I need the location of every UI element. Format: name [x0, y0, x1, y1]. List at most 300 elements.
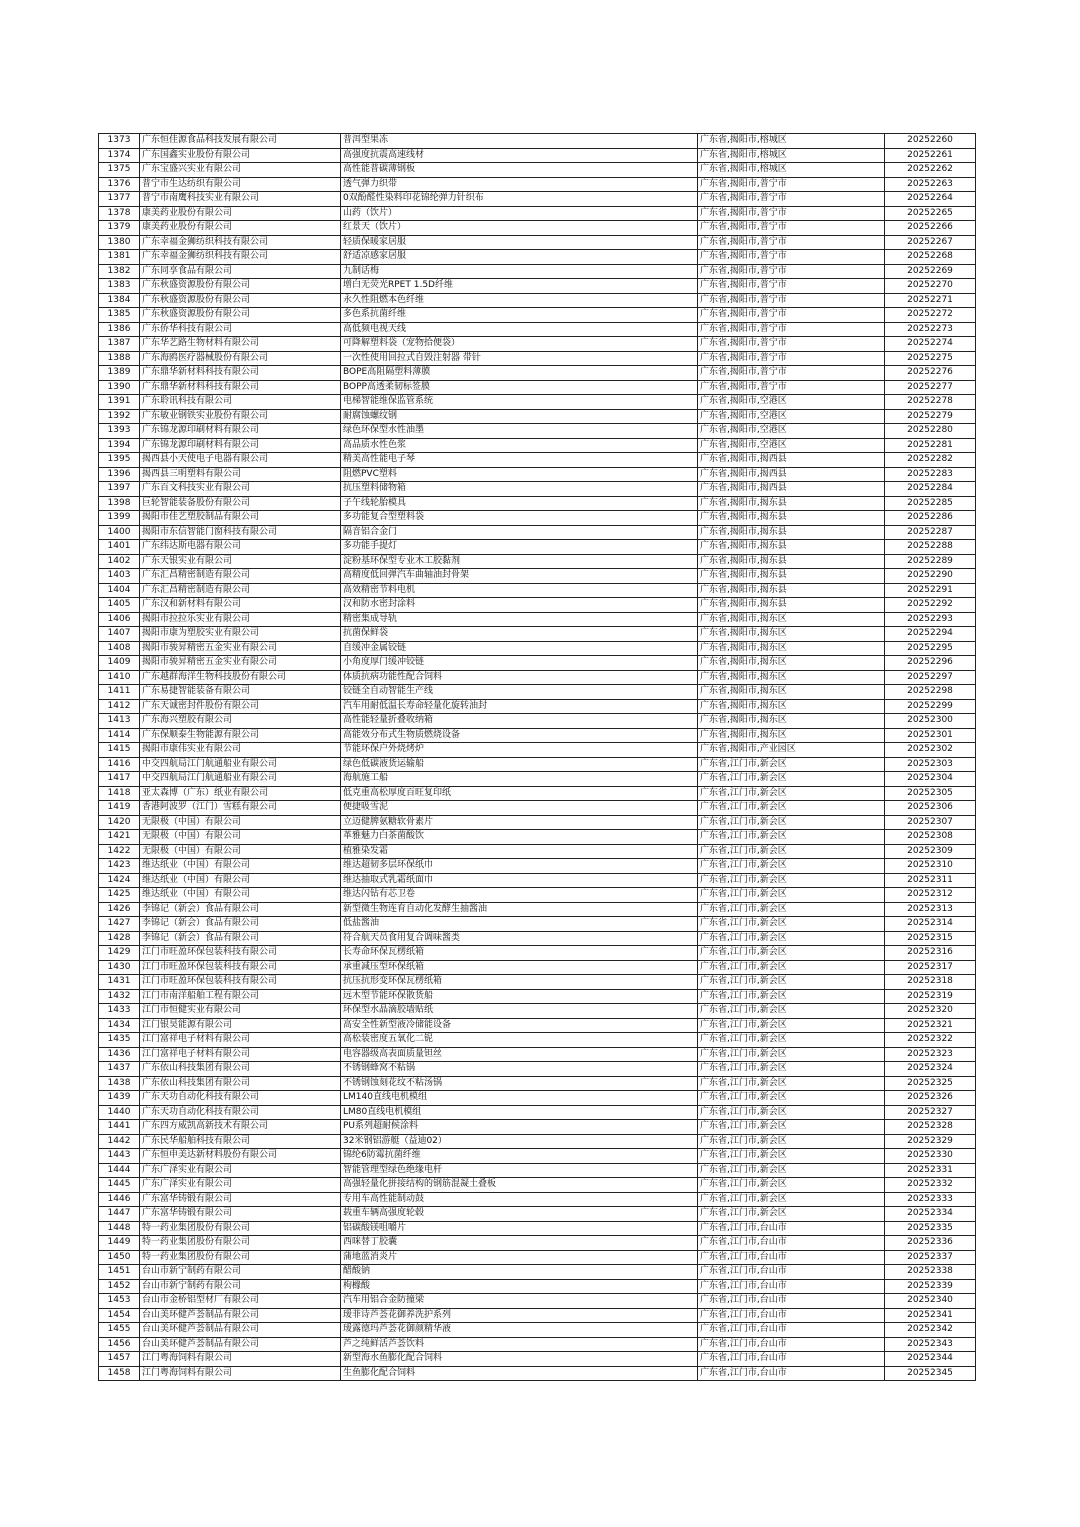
product-name-cell: BOPE高阻隔塑料薄膜 — [341, 366, 698, 381]
product-name-cell: 节能环保户外烧烤炉 — [341, 743, 698, 758]
company-name-cell: 普宁市南鹰科技实业有限公司 — [140, 192, 341, 207]
product-name-cell: 醋酸钠 — [341, 1265, 698, 1280]
row-number-cell: 1398 — [99, 496, 140, 511]
company-name-cell: 江门富祥电子材料有限公司 — [140, 1033, 341, 1048]
row-number-cell: 1458 — [99, 1366, 140, 1381]
product-name-cell: 枸橼酸 — [341, 1279, 698, 1294]
certificate-number-cell: 20252298 — [885, 685, 976, 700]
product-name-cell: 新型微生物连育自动化发酵生抽酱油 — [341, 902, 698, 917]
region-cell: 广东省,江门市,台山市 — [698, 1366, 885, 1381]
row-number-cell: 1436 — [99, 1047, 140, 1062]
certificate-number-cell: 20252330 — [885, 1149, 976, 1164]
product-name-cell: 增白无荧光RPET 1.5D纤维 — [341, 279, 698, 294]
company-name-cell: 维达纸业（中国）有限公司 — [140, 888, 341, 903]
table-row — [99, 859, 976, 874]
product-name-cell: 多功能手提灯 — [341, 540, 698, 555]
certificate-number-cell: 20252293 — [885, 612, 976, 627]
region-cell: 广东省,揭阳市,揭东县 — [698, 554, 885, 569]
certificate-number-cell: 20252315 — [885, 931, 976, 946]
row-number-cell: 1423 — [99, 859, 140, 874]
row-number-cell: 1440 — [99, 1105, 140, 1120]
certificate-number-cell: 20252303 — [885, 757, 976, 772]
row-number-cell: 1427 — [99, 917, 140, 932]
row-number-cell: 1415 — [99, 743, 140, 758]
company-name-cell: 康美药业股份有限公司 — [140, 221, 341, 236]
table-row — [99, 1120, 976, 1135]
product-name-cell: 高精度低回弹汽车曲轴油封骨架 — [341, 569, 698, 584]
certificate-number-cell: 20252271 — [885, 293, 976, 308]
company-name-cell: 李锦记（新会）食品有限公司 — [140, 931, 341, 946]
certificate-number-cell: 20252305 — [885, 786, 976, 801]
certificate-number-cell: 20252341 — [885, 1308, 976, 1323]
certificate-number-cell: 20252262 — [885, 163, 976, 178]
row-number-cell: 1390 — [99, 380, 140, 395]
row-number-cell: 1444 — [99, 1163, 140, 1178]
region-cell: 广东省,揭阳市,普宁市 — [698, 293, 885, 308]
certificate-number-cell: 20252302 — [885, 743, 976, 758]
table-row — [99, 801, 976, 816]
row-number-cell: 1411 — [99, 685, 140, 700]
certificate-number-cell: 20252289 — [885, 554, 976, 569]
certificate-number-cell: 20252282 — [885, 453, 976, 468]
product-name-cell: 载重车辆高强度轮毂 — [341, 1207, 698, 1222]
table-row — [99, 1308, 976, 1323]
certificate-number-cell: 20252324 — [885, 1062, 976, 1077]
product-list-sheet — [98, 133, 968, 1381]
region-cell: 广东省,揭阳市,揭东县 — [698, 569, 885, 584]
region-cell: 广东省,揭阳市,揭东区 — [698, 728, 885, 743]
table-row — [99, 917, 976, 932]
product-name-cell: 多色系抗菌纤维 — [341, 308, 698, 323]
product-name-cell: 抗压抗形变环保瓦楞纸箱 — [341, 975, 698, 990]
product-name-cell: 维达超韧多层环保纸巾 — [341, 859, 698, 874]
region-cell: 广东省,江门市,新会区 — [698, 859, 885, 874]
region-cell: 广东省,江门市,新会区 — [698, 1076, 885, 1091]
row-number-cell: 1439 — [99, 1091, 140, 1106]
company-name-cell: 广东富华铸锻有限公司 — [140, 1192, 341, 1207]
certificate-number-cell: 20252272 — [885, 308, 976, 323]
company-name-cell: 台山市新宁制药有限公司 — [140, 1279, 341, 1294]
row-number-cell: 1420 — [99, 815, 140, 830]
certificate-number-cell: 20252310 — [885, 859, 976, 874]
product-name-cell: 九制话梅 — [341, 264, 698, 279]
table-row — [99, 931, 976, 946]
certificate-number-cell: 20252344 — [885, 1352, 976, 1367]
region-cell: 广东省,江门市,新会区 — [698, 975, 885, 990]
row-number-cell: 1447 — [99, 1207, 140, 1222]
row-number-cell: 1455 — [99, 1323, 140, 1338]
table-row — [99, 192, 976, 207]
product-name-cell: 32米钢铝游艇（益迪02） — [341, 1134, 698, 1149]
certificate-number-cell: 20252263 — [885, 177, 976, 192]
row-number-cell: 1431 — [99, 975, 140, 990]
row-number-cell: 1442 — [99, 1134, 140, 1149]
region-cell: 广东省,江门市,新会区 — [698, 1091, 885, 1106]
table-row — [99, 1134, 976, 1149]
region-cell: 广东省,江门市,新会区 — [698, 902, 885, 917]
certificate-number-cell: 20252314 — [885, 917, 976, 932]
row-number-cell: 1381 — [99, 250, 140, 265]
table-row — [99, 1221, 976, 1236]
company-name-cell: 揭阳市骏昇精密五金实业有限公司 — [140, 656, 341, 671]
row-number-cell: 1394 — [99, 438, 140, 453]
region-cell: 广东省,揭阳市,普宁市 — [698, 380, 885, 395]
company-name-cell: 广东秋盛资源股份有限公司 — [140, 308, 341, 323]
table-row — [99, 279, 976, 294]
certificate-number-cell: 20252335 — [885, 1221, 976, 1236]
row-number-cell: 1393 — [99, 424, 140, 439]
company-name-cell: 李锦记（新会）食品有限公司 — [140, 902, 341, 917]
product-name-cell: 智能管理型绿色绝缘电杆 — [341, 1163, 698, 1178]
product-name-cell: 立迈健脾氨糖软骨素片 — [341, 815, 698, 830]
region-cell: 广东省,江门市,新会区 — [698, 1033, 885, 1048]
company-name-cell: 广东天银实业有限公司 — [140, 554, 341, 569]
table-row — [99, 873, 976, 888]
table-row — [99, 1207, 976, 1222]
product-name-cell: 舒适凉感家居服 — [341, 250, 698, 265]
region-cell: 广东省,江门市,新会区 — [698, 946, 885, 961]
company-name-cell: 江门市恒健实业有限公司 — [140, 1004, 341, 1019]
region-cell: 广东省,揭阳市,空港区 — [698, 438, 885, 453]
product-name-cell: 绿色低碳液货运输船 — [341, 757, 698, 772]
certificate-number-cell: 20252308 — [885, 830, 976, 845]
table-row — [99, 1366, 976, 1381]
certificate-number-cell: 20252288 — [885, 540, 976, 555]
row-number-cell: 1386 — [99, 322, 140, 337]
product-name-cell: 小角度厚门缓冲铰链 — [341, 656, 698, 671]
company-name-cell: 特一药业集团股份有限公司 — [140, 1221, 341, 1236]
certificate-number-cell: 20252287 — [885, 525, 976, 540]
certificate-number-cell: 20252270 — [885, 279, 976, 294]
company-name-cell: 揭阳市康伟实业有限公司 — [140, 743, 341, 758]
table-row — [99, 554, 976, 569]
table-row — [99, 1265, 976, 1280]
region-cell: 广东省,江门市,新会区 — [698, 989, 885, 1004]
table-row — [99, 322, 976, 337]
certificate-number-cell: 20252261 — [885, 148, 976, 163]
company-name-cell: 广东幸福金狮纺织科技有限公司 — [140, 235, 341, 250]
row-number-cell: 1457 — [99, 1352, 140, 1367]
row-number-cell: 1401 — [99, 540, 140, 555]
region-cell: 广东省,江门市,新会区 — [698, 960, 885, 975]
certificate-number-cell: 20252339 — [885, 1279, 976, 1294]
table-row — [99, 235, 976, 250]
certificate-number-cell: 20252311 — [885, 873, 976, 888]
product-name-cell: 永久性阻燃本色纤维 — [341, 293, 698, 308]
region-cell: 广东省,揭阳市,普宁市 — [698, 206, 885, 221]
product-name-cell: 自缓冲金属铰链 — [341, 641, 698, 656]
region-cell: 广东省,江门市,新会区 — [698, 873, 885, 888]
region-cell: 广东省,揭阳市,揭东县 — [698, 525, 885, 540]
row-number-cell: 1413 — [99, 714, 140, 729]
region-cell: 广东省,揭阳市,空港区 — [698, 409, 885, 424]
product-name-cell: 精密集成导轨 — [341, 612, 698, 627]
table-row — [99, 1105, 976, 1120]
table-row — [99, 1062, 976, 1077]
row-number-cell: 1416 — [99, 757, 140, 772]
region-cell: 广东省,揭阳市,揭东区 — [698, 685, 885, 700]
certificate-number-cell: 20252260 — [885, 134, 976, 149]
certificate-number-cell: 20252297 — [885, 670, 976, 685]
table-row — [99, 496, 976, 511]
row-number-cell: 1408 — [99, 641, 140, 656]
certificate-number-cell: 20252345 — [885, 1366, 976, 1381]
row-number-cell: 1412 — [99, 699, 140, 714]
table-row — [99, 946, 976, 961]
certificate-number-cell: 20252333 — [885, 1192, 976, 1207]
certificate-number-cell: 20252301 — [885, 728, 976, 743]
certificate-number-cell: 20252309 — [885, 844, 976, 859]
row-number-cell: 1399 — [99, 511, 140, 526]
product-name-cell: 不锈钢蜂窝不粘锅 — [341, 1062, 698, 1077]
company-name-cell: 无限极（中国）有限公司 — [140, 830, 341, 845]
certificate-number-cell: 20252326 — [885, 1091, 976, 1106]
row-number-cell: 1435 — [99, 1033, 140, 1048]
table-row — [99, 395, 976, 410]
table-row — [99, 641, 976, 656]
table-row — [99, 627, 976, 642]
row-number-cell: 1443 — [99, 1149, 140, 1164]
table-row — [99, 989, 976, 1004]
table-row — [99, 728, 976, 743]
row-number-cell: 1402 — [99, 554, 140, 569]
row-number-cell: 1451 — [99, 1265, 140, 1280]
product-name-cell: BOPP高透柔韧标签膜 — [341, 380, 698, 395]
certificate-number-cell: 20252332 — [885, 1178, 976, 1193]
company-name-cell: 广东秋盛资源股份有限公司 — [140, 293, 341, 308]
table-row — [99, 772, 976, 787]
row-number-cell: 1418 — [99, 786, 140, 801]
table-row — [99, 1236, 976, 1251]
company-name-cell: 台山美环健芦荟制品有限公司 — [140, 1308, 341, 1323]
table-row — [99, 1033, 976, 1048]
company-name-cell: 江门市南洋船舶工程有限公司 — [140, 989, 341, 1004]
product-name-cell: 隔音铝合金门 — [341, 525, 698, 540]
product-name-cell: 低盐酱油 — [341, 917, 698, 932]
region-cell: 广东省,揭阳市,揭东区 — [698, 612, 885, 627]
certificate-number-cell: 20252322 — [885, 1033, 976, 1048]
product-name-cell: 西咪替丁胶囊 — [341, 1236, 698, 1251]
certificate-number-cell: 20252320 — [885, 1004, 976, 1019]
table-row — [99, 1250, 976, 1265]
certificate-number-cell: 20252281 — [885, 438, 976, 453]
company-name-cell: 广东广泽实业有限公司 — [140, 1178, 341, 1193]
company-name-cell: 亚太森博（广东）纸业有限公司 — [140, 786, 341, 801]
row-number-cell: 1395 — [99, 453, 140, 468]
table-row — [99, 525, 976, 540]
table-row — [99, 1337, 976, 1352]
product-name-cell: 高松装密度五氧化二铌 — [341, 1033, 698, 1048]
region-cell: 广东省,江门市,新会区 — [698, 1134, 885, 1149]
table-row — [99, 699, 976, 714]
company-name-cell: 维达纸业（中国）有限公司 — [140, 873, 341, 888]
table-row — [99, 786, 976, 801]
company-name-cell: 广东四方威凯高新技术有限公司 — [140, 1120, 341, 1135]
table-row — [99, 1163, 976, 1178]
product-name-cell: LM80直线电机模组 — [341, 1105, 698, 1120]
row-number-cell: 1441 — [99, 1120, 140, 1135]
table-row — [99, 467, 976, 482]
product-name-cell: 汽车用铝合金防撞梁 — [341, 1294, 698, 1309]
table-row — [99, 1018, 976, 1033]
certificate-number-cell: 20252307 — [885, 815, 976, 830]
company-name-cell: 江门市旺盈环保包装科技有限公司 — [140, 960, 341, 975]
region-cell: 广东省,揭阳市,揭东区 — [698, 699, 885, 714]
company-name-cell: 中交四航局江门航通船业有限公司 — [140, 772, 341, 787]
company-name-cell: 广东宝盛兴实业有限公司 — [140, 163, 341, 178]
table-row — [99, 1149, 976, 1164]
region-cell: 广东省,揭阳市,揭东区 — [698, 714, 885, 729]
company-name-cell: 广东汇昌精密制造有限公司 — [140, 569, 341, 584]
region-cell: 广东省,揭阳市,揭西县 — [698, 453, 885, 468]
region-cell: 广东省,江门市,台山市 — [698, 1236, 885, 1251]
table-row — [99, 902, 976, 917]
certificate-number-cell: 20252329 — [885, 1134, 976, 1149]
certificate-number-cell: 20252264 — [885, 192, 976, 207]
company-name-cell: 江门富祥电子材料有限公司 — [140, 1047, 341, 1062]
company-name-cell: 香港阿波罗（江门）雪糕有限公司 — [140, 801, 341, 816]
certificate-number-cell: 20252291 — [885, 583, 976, 598]
certificate-number-cell: 20252280 — [885, 424, 976, 439]
certificate-number-cell: 20252312 — [885, 888, 976, 903]
table-row — [99, 221, 976, 236]
region-cell: 广东省,江门市,新会区 — [698, 757, 885, 772]
certificate-number-cell: 20252284 — [885, 482, 976, 497]
row-number-cell: 1387 — [99, 337, 140, 352]
region-cell: 广东省,江门市,台山市 — [698, 1352, 885, 1367]
region-cell: 广东省,江门市,新会区 — [698, 917, 885, 932]
region-cell: 广东省,江门市,新会区 — [698, 1207, 885, 1222]
row-number-cell: 1425 — [99, 888, 140, 903]
region-cell: 广东省,江门市,新会区 — [698, 801, 885, 816]
region-cell: 广东省,揭阳市,揭东县 — [698, 583, 885, 598]
table-row — [99, 380, 976, 395]
table-row — [99, 540, 976, 555]
region-cell: 广东省,江门市,新会区 — [698, 931, 885, 946]
region-cell: 广东省,江门市,新会区 — [698, 1163, 885, 1178]
row-number-cell: 1434 — [99, 1018, 140, 1033]
company-name-cell: 广东依山科技集团有限公司 — [140, 1076, 341, 1091]
table-row — [99, 1352, 976, 1367]
row-number-cell: 1445 — [99, 1178, 140, 1193]
region-cell: 广东省,揭阳市,揭东区 — [698, 656, 885, 671]
company-name-cell: 揭阳市拉拉乐实业有限公司 — [140, 612, 341, 627]
row-number-cell: 1426 — [99, 902, 140, 917]
table-row — [99, 844, 976, 859]
row-number-cell: 1429 — [99, 946, 140, 961]
table-row — [99, 163, 976, 178]
product-name-cell: 可降解塑料袋（宠物拾便袋） — [341, 337, 698, 352]
table-row — [99, 598, 976, 613]
certificate-number-cell: 20252331 — [885, 1163, 976, 1178]
product-name-cell: 便捷吸雪泥 — [341, 801, 698, 816]
company-name-cell: 广东秋盛资源股份有限公司 — [140, 279, 341, 294]
row-number-cell: 1424 — [99, 873, 140, 888]
product-name-cell: 高效精密节料电机 — [341, 583, 698, 598]
region-cell: 广东省,江门市,新会区 — [698, 1120, 885, 1135]
table-row — [99, 1192, 976, 1207]
company-name-cell: 揭阳市康为塑胶实业有限公司 — [140, 627, 341, 642]
company-name-cell: 广东富华铸锻有限公司 — [140, 1207, 341, 1222]
row-number-cell: 1446 — [99, 1192, 140, 1207]
company-name-cell: 广东海兴塑胶有限公司 — [140, 714, 341, 729]
table-row — [99, 308, 976, 323]
table-row — [99, 757, 976, 772]
product-name-cell: 专用车高性能制动鼓 — [341, 1192, 698, 1207]
product-name-cell: 瑷菲诗芦荟花御养洗护系列 — [341, 1308, 698, 1323]
region-cell: 广东省,揭阳市,普宁市 — [698, 337, 885, 352]
certificate-number-cell: 20252276 — [885, 366, 976, 381]
region-cell: 广东省,江门市,台山市 — [698, 1250, 885, 1265]
certificate-number-cell: 20252327 — [885, 1105, 976, 1120]
region-cell: 广东省,揭阳市,普宁市 — [698, 235, 885, 250]
company-name-cell: 康美药业股份有限公司 — [140, 206, 341, 221]
row-number-cell: 1452 — [99, 1279, 140, 1294]
region-cell: 广东省,揭阳市,普宁市 — [698, 221, 885, 236]
company-name-cell: 广东天功自动化科技有限公司 — [140, 1105, 341, 1120]
company-name-cell: 特一药业集团股份有限公司 — [140, 1236, 341, 1251]
product-name-cell: 轻质保暖家居服 — [341, 235, 698, 250]
certificate-number-cell: 20252328 — [885, 1120, 976, 1135]
table-row — [99, 366, 976, 381]
row-number-cell: 1406 — [99, 612, 140, 627]
region-cell: 广东省,揭阳市,普宁市 — [698, 177, 885, 192]
region-cell: 广东省,揭阳市,揭东区 — [698, 670, 885, 685]
certificate-number-cell: 20252321 — [885, 1018, 976, 1033]
product-name-cell: 芦之纯鲜活芦荟饮料 — [341, 1337, 698, 1352]
table-row — [99, 438, 976, 453]
company-name-cell: 广东聆讯科技有限公司 — [140, 395, 341, 410]
company-name-cell: 广东纬达斯电器有限公司 — [140, 540, 341, 555]
row-number-cell: 1389 — [99, 366, 140, 381]
company-name-cell: 巨轮智能装备股份有限公司 — [140, 496, 341, 511]
product-name-cell: 子午线轮胎模具 — [341, 496, 698, 511]
company-name-cell: 广东天功自动化科技有限公司 — [140, 1091, 341, 1106]
region-cell: 广东省,江门市,新会区 — [698, 830, 885, 845]
region-cell: 广东省,揭阳市,揭东县 — [698, 496, 885, 511]
certificate-number-cell: 20252319 — [885, 989, 976, 1004]
product-table-body — [99, 134, 976, 1381]
region-cell: 广东省,江门市,新会区 — [698, 1004, 885, 1019]
company-name-cell: 广东保顺泰生物能源有限公司 — [140, 728, 341, 743]
certificate-number-cell: 20252294 — [885, 627, 976, 642]
region-cell: 广东省,江门市,新会区 — [698, 1178, 885, 1193]
product-name-cell: 透气弹力织带 — [341, 177, 698, 192]
region-cell: 广东省,江门市,台山市 — [698, 1221, 885, 1236]
certificate-number-cell: 20252313 — [885, 902, 976, 917]
product-name-cell: 高强度抗震高速线材 — [341, 148, 698, 163]
product-name-cell: 生鱼膨化配合饲料 — [341, 1366, 698, 1381]
table-row — [99, 177, 976, 192]
table-row — [99, 337, 976, 352]
table-row — [99, 830, 976, 845]
table-row — [99, 453, 976, 468]
region-cell: 广东省,江门市,新会区 — [698, 786, 885, 801]
certificate-number-cell: 20252290 — [885, 569, 976, 584]
row-number-cell: 1454 — [99, 1308, 140, 1323]
certificate-number-cell: 20252304 — [885, 772, 976, 787]
product-name-cell: 革雅魅力白茶菌酸饮 — [341, 830, 698, 845]
product-name-cell: 蒲地蓝消炎片 — [341, 1250, 698, 1265]
company-name-cell: 广东锦龙源印刷材料有限公司 — [140, 438, 341, 453]
company-name-cell: 广东侨华科技有限公司 — [140, 322, 341, 337]
company-name-cell: 揭西县小天使电子电器有限公司 — [140, 453, 341, 468]
company-name-cell: 广东鼎华新材料科技有限公司 — [140, 380, 341, 395]
region-cell: 广东省,江门市,新会区 — [698, 1192, 885, 1207]
region-cell: 广东省,江门市,台山市 — [698, 1308, 885, 1323]
product-name-cell: 阻燃PVC塑料 — [341, 467, 698, 482]
certificate-number-cell: 20252300 — [885, 714, 976, 729]
